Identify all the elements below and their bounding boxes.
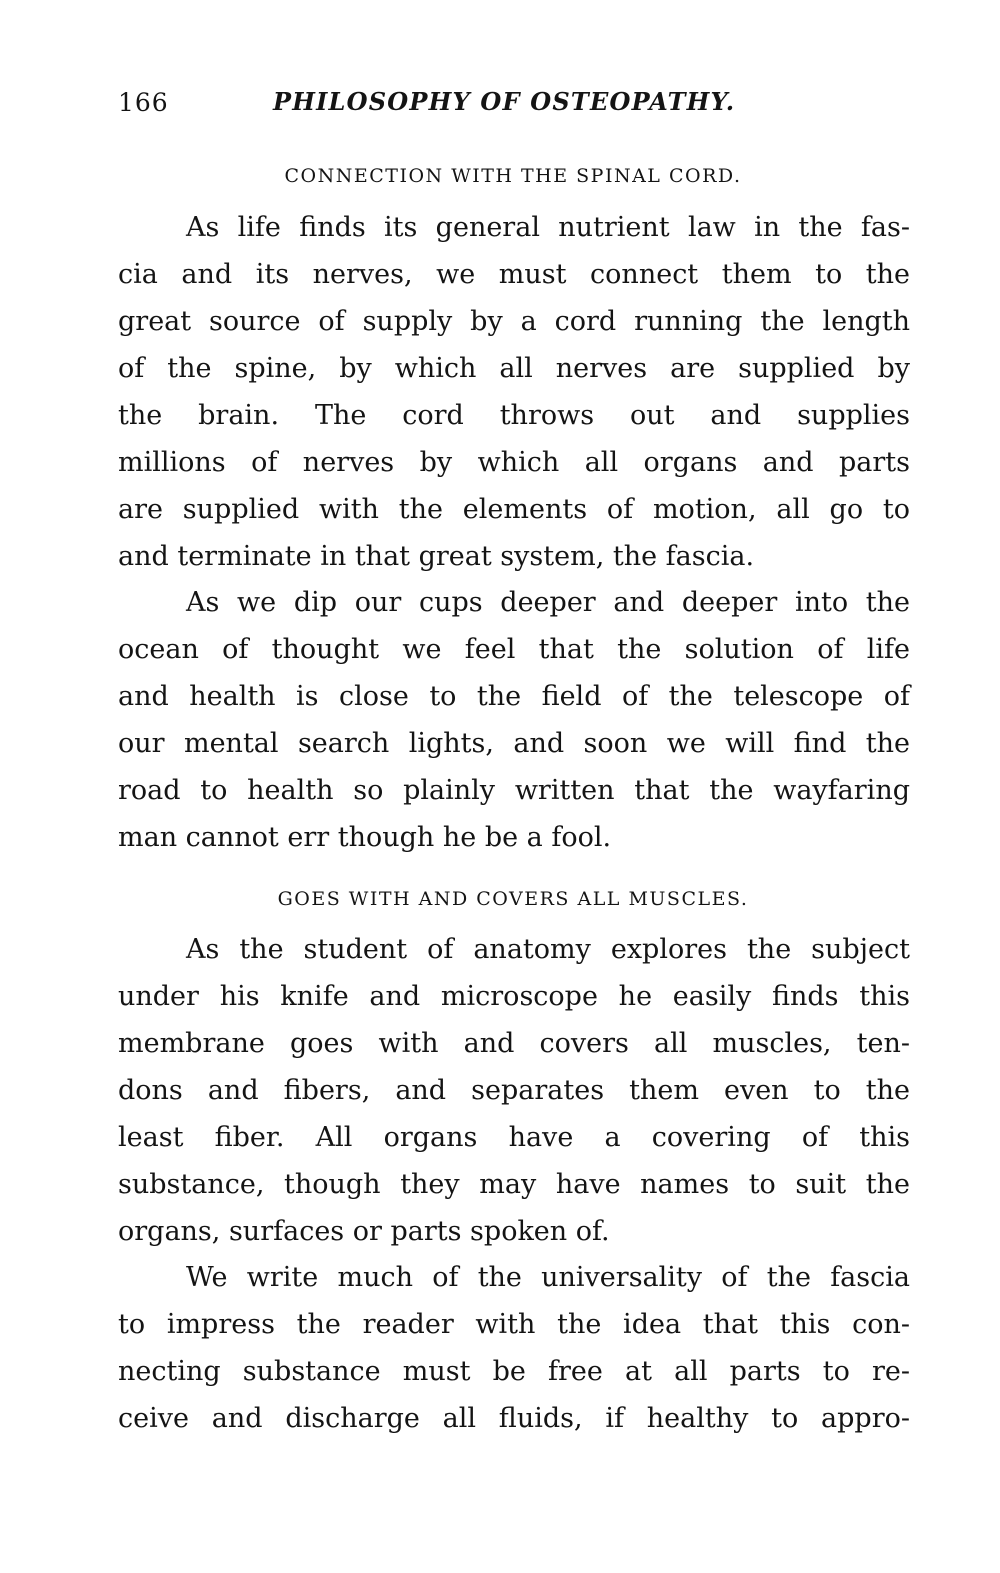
- text-line: ceive and discharge all fluids, if healthy to appro-: [118, 1403, 910, 1434]
- text-line: As life finds its general nutrient law in the fas-: [186, 212, 910, 243]
- text-line: are supplied with the elements of motion, all go to: [118, 494, 910, 525]
- text-line: our mental search lights, and soon we will find the: [118, 728, 910, 759]
- text-line: the brain. The cord throws out and supplies: [118, 400, 910, 431]
- paragraph: [118, 579, 910, 861]
- page-number: 166: [118, 88, 169, 117]
- paragraph: [118, 1254, 910, 1442]
- section-heading: GOES WITH AND COVERS ALL MUSCLES.: [277, 888, 749, 910]
- running-head: [118, 84, 908, 124]
- text-line: dons and fibers, and separates them even to the: [118, 1075, 910, 1106]
- text-line: least fiber. All organs have a covering of this: [118, 1122, 910, 1153]
- text-line: of the spine, by which all nerves are supplied by: [118, 353, 910, 384]
- paragraph: [118, 926, 910, 1255]
- paragraph: [118, 204, 910, 580]
- text-line: man cannot err though he be a fool.: [118, 822, 612, 853]
- text-line: and health is close to the field of the telescope of: [118, 681, 910, 712]
- text-line: great source of supply by a cord running the length: [118, 306, 910, 337]
- text-line: membrane goes with and covers all muscles, ten-: [118, 1028, 910, 1059]
- text-line: road to health so plainly written that the wayfaring: [118, 775, 910, 806]
- text-line: As we dip our cups deeper and deeper into the: [186, 587, 910, 618]
- text-line: millions of nerves by which all organs and parts: [118, 447, 910, 478]
- text-line: necting substance must be free at all parts to re-: [118, 1356, 910, 1387]
- text-line: ocean of thought we feel that the solution of life: [118, 634, 910, 665]
- text-line: cia and its nerves, we must connect them to the: [118, 259, 910, 290]
- text-line: substance, though they may have names to suit the: [118, 1169, 910, 1200]
- text-line: organs, surfaces or parts spoken of.: [118, 1216, 610, 1247]
- text-line: to impress the reader with the idea that this con-: [118, 1309, 910, 1340]
- text-line: and terminate in that great system, the fascia.: [118, 541, 755, 572]
- running-title: PHILOSOPHY OF OSTEOPATHY.: [273, 87, 736, 116]
- section-heading: CONNECTION WITH THE SPINAL CORD.: [284, 165, 742, 187]
- text-line: As the student of anatomy explores the subject: [186, 934, 910, 965]
- text-line: We write much of the universality of the fascia: [186, 1262, 910, 1293]
- text-line: under his knife and microscope he easily finds this: [118, 981, 910, 1012]
